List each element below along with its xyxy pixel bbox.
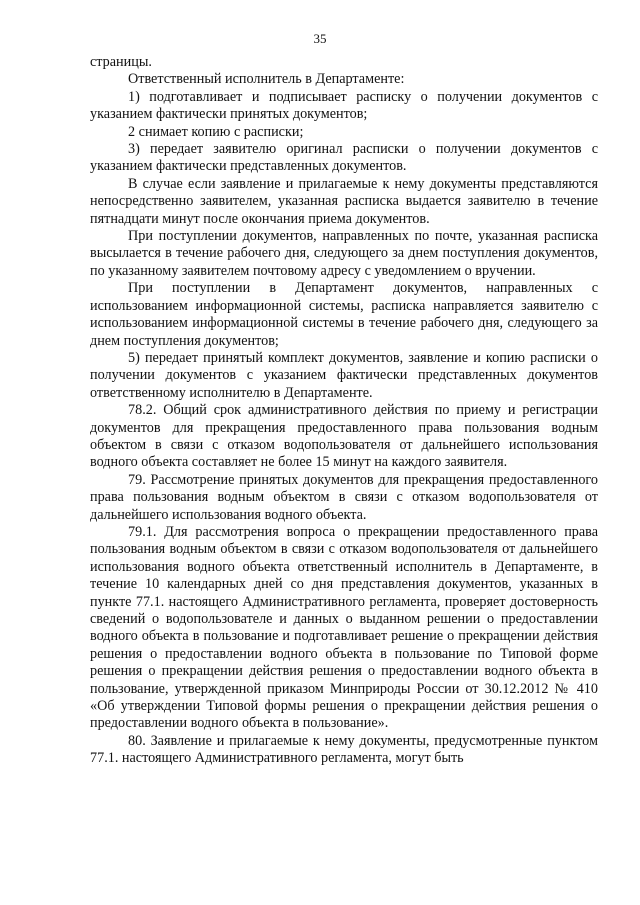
paragraph: 5) передает принятый комплект документов, заявление и копию расписки о получении документов с указанием фактически представленных документов ответственному исполнителю в Департаменте. (90, 349, 598, 401)
paragraph: 3) передает заявителю оригинал расписки о получении документов с указанием фактически представленных документов. (90, 141, 598, 175)
page-number: 35 (313, 31, 327, 46)
paragraph: страницы. (90, 54, 152, 70)
paragraph: 79.1. Для рассмотрения вопроса о прекращении предоставленного права пользования водным объектом в связи с отказом водопользователя от дальнейшего использования водного объекта ответственный исполнитель в Департаменте, в течение 10 календарных дней со дня представления документов, указанных в пункте 77.1. настоящего Административного регламента, проверяет достоверность сведений о водопользователе и данных о выданном решении о предоставлении водного объекта в пользование и подготавливает решение о прекращении действия решения о предоставлении водного объекта в пользование по Типовой форме решения о прекращении действия решения о предоставлении водного объекта в пользование, утвержденной приказом Минприроды России от 30.12.2012 № 410 «Об утверждении Типовой формы решения о прекращении действия решения о предоставлении водного объекта в пользование». (90, 523, 598, 732)
paragraph: 80. Заявление и прилагаемые к нему документы, предусмотренные пунктом 77.1. настоящего Административного регламента, могут быть (90, 732, 598, 767)
paragraph: 2 снимает копию с расписки; (128, 123, 304, 140)
paragraph: 79. Рассмотрение принятых документов для прекращения предоставленного права пользования водным объектом в связи с отказом водопользователя от дальнейшего использования водного объекта. (90, 471, 598, 523)
paragraph: В случае если заявление и прилагаемые к нему документы представляются непосредственно заявителем, указанная расписка выдается заявителю в течение пятнадцати минут после окончания приема документов. (90, 175, 598, 227)
paragraph: 78.2. Общий срок административного действия по приему и регистрации документов для прекращения предоставленного права пользования водным объектом в связи с отказом водопользователя от дальнейшего использования водного объекта составляет не более 15 минут на каждого заявителя. (90, 402, 598, 471)
document-body (90, 54, 598, 768)
paragraph: При поступлении в Департамент документов, направленных с использованием информационной системы, расписка направляется заявителю с использованием информационной системы в течение рабочего дня, следующего за днем поступления документов; (90, 280, 598, 349)
paragraph: При поступлении документов, направленных по почте, указанная расписка высылается в течение рабочего дня, следующего за днем поступления документов, по указанному заявителем почтовому адресу с уведомлением о вручении. (90, 228, 598, 279)
paragraph: 1) подготавливает и подписывает расписку о получении документов с указанием фактически принятых документов; (90, 88, 598, 123)
paragraph: Ответственный исполнитель в Департаменте: (128, 71, 405, 88)
